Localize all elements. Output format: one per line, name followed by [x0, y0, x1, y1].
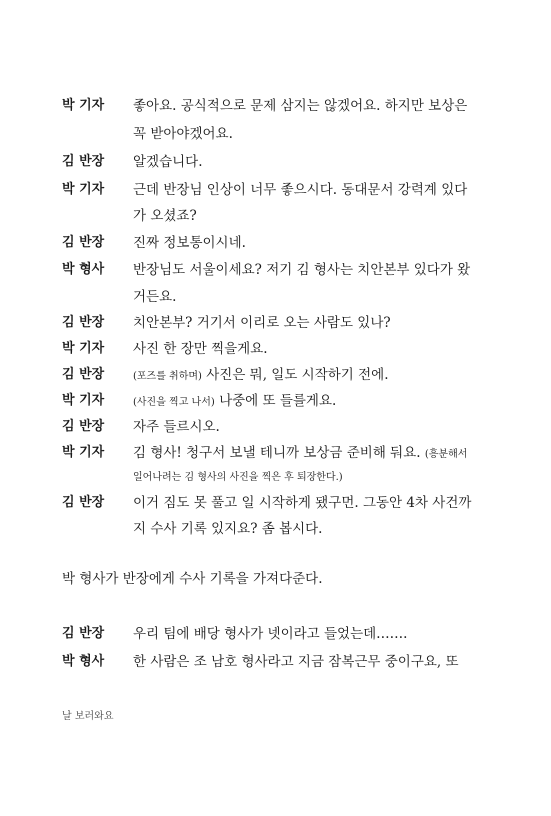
- speech-text: 가 오셨죠?: [133, 208, 197, 224]
- speech-text: 진짜 정보통이시네.: [133, 235, 246, 251]
- dialogue-line: [0, 365, 551, 385]
- speech-line: 좋아요. 공식적으로 문제 삼지는 않겠어요. 하지만 보상은: [133, 98, 468, 114]
- speech-line: 나중에 또 들를게요.: [219, 393, 337, 409]
- speech-text: 자주 들르시오.: [133, 419, 220, 435]
- dialogue-line: [0, 417, 551, 437]
- dialogue-line: [0, 313, 551, 333]
- stage-direction: (포즈를 취하며): [133, 371, 202, 382]
- dialogue-line: [0, 206, 551, 226]
- speaker-name: 김 반장: [62, 235, 105, 250]
- dialogue-line: [0, 124, 551, 144]
- speaker-name: 김 반장: [62, 626, 105, 641]
- dialogue-line: [0, 443, 551, 463]
- speech-text: [133, 652, 463, 672]
- speech-text: [133, 180, 468, 200]
- speaker-name: 박 기자: [62, 393, 105, 408]
- speech-line: 반장님도 서울이세요? 저기 김 형사는 치안본부 있다가 왔: [133, 262, 471, 278]
- speech-text: [133, 260, 471, 280]
- dialogue-line: [0, 391, 551, 411]
- speech-line: 사진은 뭐, 일도 시작하기 전에.: [206, 367, 389, 383]
- speaker-name: 김 반장: [62, 154, 105, 169]
- speaker-name: 김 반장: [62, 367, 105, 382]
- speech-text: 치안본부? 거기서 이리로 오는 사람도 있나?: [133, 315, 391, 331]
- narration-text: 박 형사가 반장에게 수사 기록을 가져다준다.: [62, 571, 323, 587]
- stage-direction: 일어나려는 김 형사의 사진을 찍은 후 퇴장한다.): [133, 472, 343, 483]
- running-footer: 날 보러와요: [62, 711, 114, 722]
- dialogue-line: [0, 468, 551, 488]
- speech-text: 거든요.: [133, 289, 177, 305]
- dialogue-line: [0, 339, 551, 359]
- speaker-name: 박 형사: [62, 262, 105, 277]
- speaker-name: 김 반장: [62, 419, 105, 434]
- dialogue-line: [0, 493, 551, 513]
- speaker-name: 박 기자: [62, 445, 105, 460]
- dialogue-line: [0, 287, 551, 307]
- speaker-name: 박 기자: [62, 341, 105, 356]
- speech-text: 사진 한 장만 찍을게요.: [133, 341, 268, 357]
- dialogue-line: [0, 519, 551, 539]
- speech-text: 꼭 받아야겠어요.: [133, 126, 233, 142]
- speech-text: [133, 493, 472, 513]
- dialogue-line: [0, 652, 551, 672]
- stage-direction: (흥분해서: [424, 449, 468, 460]
- speaker-name: 박 형사: [62, 654, 105, 669]
- dialogue-line: [0, 624, 551, 644]
- dialogue-line: [0, 180, 551, 200]
- speaker-name: 김 반장: [62, 315, 105, 330]
- speech-line: 이거 짐도 못 풀고 일 시작하게 됐구먼. 그동안 4차 사건까: [133, 495, 472, 511]
- speech-text: [133, 365, 463, 387]
- dialogue-line: [0, 96, 551, 116]
- dialogue-line: [0, 233, 551, 253]
- stage-direction: (사진을 찍고 나서): [133, 397, 215, 408]
- speech-line: 근데 반장님 인상이 너무 좋으시다. 동대문서 강력계 있다: [133, 182, 468, 198]
- speech-text: [133, 391, 463, 413]
- dialogue-line: [0, 152, 551, 172]
- speech-text: [133, 443, 483, 465]
- speech-line: 김 형사! 청구서 보낼 테니까 보상금 준비해 둬요.: [133, 445, 421, 461]
- speaker-name: 박 기자: [62, 98, 105, 113]
- speech-text: 우리 팀에 배당 형사가 넷이라고 들었는데…….: [133, 626, 408, 642]
- speech-text: 알겠습니다.: [133, 154, 203, 170]
- speech-text: [133, 96, 468, 116]
- speaker-name: 박 기자: [62, 182, 105, 197]
- speech-text: 지 수사 기록 있지요? 좀 봅시다.: [133, 521, 323, 537]
- speaker-name: 김 반장: [62, 495, 105, 510]
- narration-line: [0, 569, 551, 589]
- dialogue-line: [0, 260, 551, 280]
- speech-line: 한 사람은 조 남호 형사라고 지금 잠복근무 중이구요, 또: [133, 654, 459, 670]
